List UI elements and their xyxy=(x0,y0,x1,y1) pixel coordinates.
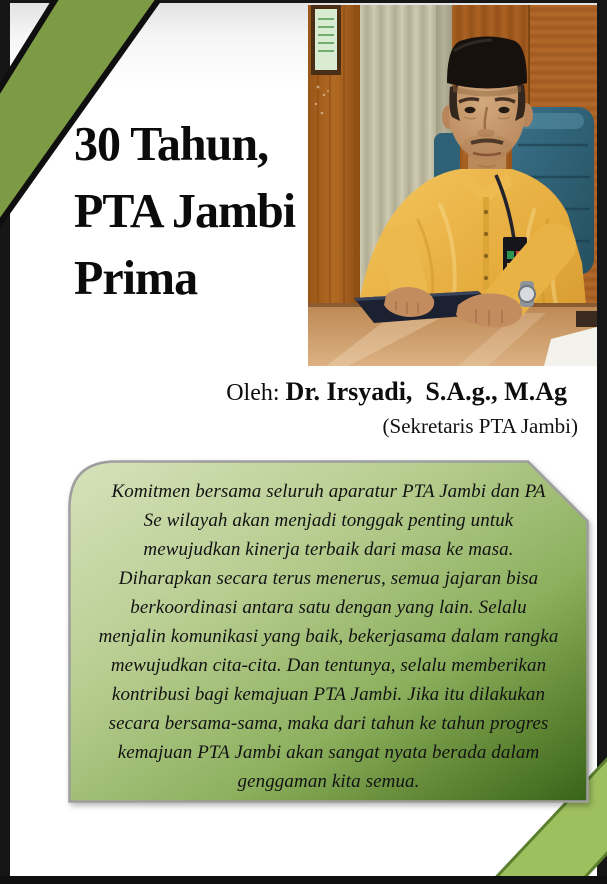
eye-left xyxy=(465,107,476,113)
author-role: (Sekretaris PTA Jambi) xyxy=(382,414,578,438)
quote-text: Komitmen bersama seluruh aparatur PTA Jambi dan PA Se wilayah akan menjadi tonggak penting untuk mewujudkan kinerja terbaik dari masa ke masa. Diharapkan secara terus menerus, semua jajaran bisa berkoordinasi antara satu dengan yang lain. Selalu menjalin komunikasi yang baik, bekerjasama dalam rangka mewujudkan cita-cita. Dan tentunya, selalu memberikan kontribusi bagi kemajuan PTA Jambi. Jika itu dilakukan secara bersama-sama, maka dari tahun ke tahun progres kemajuan PTA Jambi akan sangat nyata berada dalam genggaman kita semua. xyxy=(98,481,559,792)
portrait-photo xyxy=(308,5,597,366)
peci-cap xyxy=(447,37,527,89)
wristwatch xyxy=(519,281,535,307)
author-name: Dr. Irsyadi, S.A.g., M.Ag xyxy=(285,377,567,406)
page-title: 30 Tahun, PTA Jambi Prima xyxy=(74,116,296,305)
framed-certificate xyxy=(311,5,341,75)
bottom-frame-bar xyxy=(0,876,607,884)
quote-box xyxy=(68,460,589,803)
eye-right xyxy=(499,107,510,113)
byline-prefix: Oleh: xyxy=(226,380,286,406)
byline xyxy=(226,377,567,407)
sleeve-left xyxy=(398,243,410,293)
portrait-photo-art xyxy=(308,5,597,366)
